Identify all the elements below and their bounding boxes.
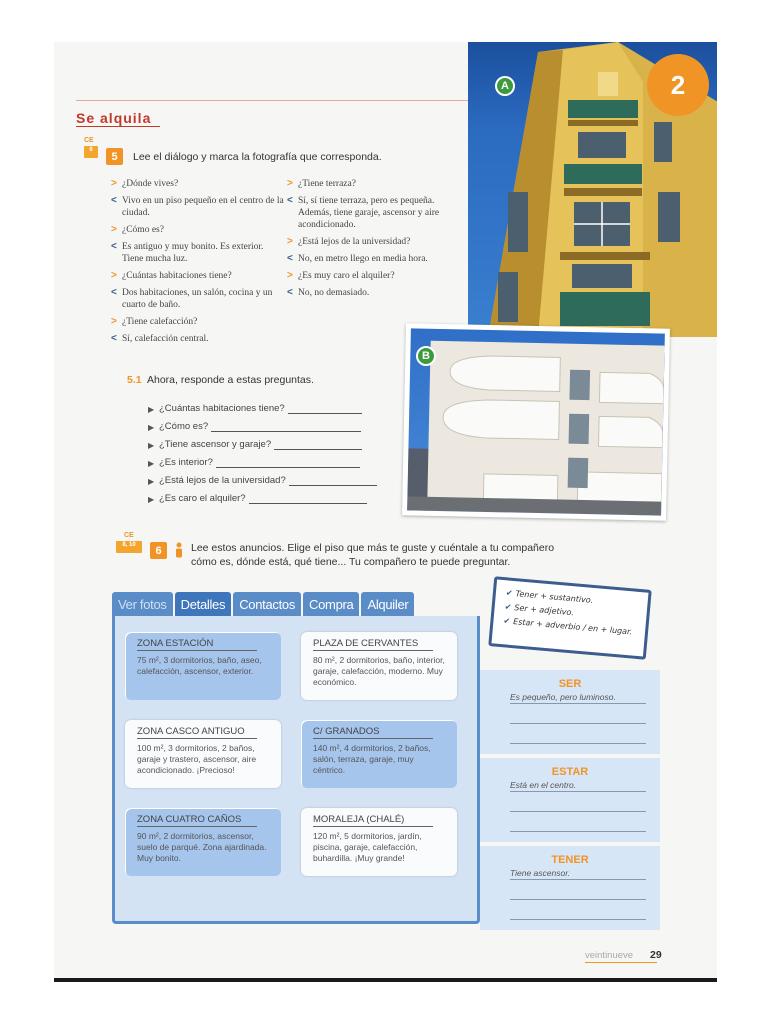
question-arrow-icon: > [287,236,293,247]
unit-number-tab: 2 [647,54,709,116]
dialogue-question [111,224,285,236]
example-line: Está en el centro. [510,780,646,792]
ads-browser-panel [112,588,480,924]
answer-arrow-icon: < [111,287,117,298]
grammar-note [488,576,651,660]
answer-line[interactable] [510,908,646,920]
ad-title: ZONA ESTACIÓN [137,638,257,651]
question-arrow-icon: > [111,316,117,327]
dialogue-question [287,236,455,248]
checkmark-icon: ✔ [505,588,514,598]
dialogue-left [111,178,285,350]
category-box-tener [480,846,660,930]
dialogue-right [287,178,455,304]
ce-badge: 6 [84,146,98,158]
page-shadow-edge [54,978,717,982]
category-title: TENER [551,854,589,866]
category-title: SER [558,678,582,690]
example-line: Tiene ascensor. [510,868,646,880]
play-arrow-icon: ▶ [148,477,155,486]
answer-arrow-icon: < [287,195,293,206]
textbook-page [54,42,717,980]
photo-b-modern-building[interactable] [402,323,670,520]
ad-title: C/ GRANADOS [313,726,433,739]
tab-ver-fotos[interactable]: Ver fotos [112,592,173,616]
photo-b-image [407,328,665,515]
question-arrow-icon: > [287,270,293,281]
dialogue-text: ¿Cómo es? [122,225,164,235]
question-item [148,468,377,486]
answer-line[interactable] [510,888,646,900]
property-ad[interactable] [301,720,457,788]
answer-arrow-icon: < [111,333,117,344]
exercise-5-instruction: Lee el diálogo y marca la fotografía que corresponda. [133,151,382,163]
ad-description: 90 m², 2 dormitorios, ascensor, suelo de parqué. Zona ajardinada. Muy bonito. [137,831,267,863]
checkmark-icon: ✔ [503,616,511,626]
property-ad[interactable] [301,632,457,700]
play-arrow-icon: ▶ [148,423,155,432]
dialogue-text: Es antiguo y muy bonito. Es exterior. Tiene mucha luz. [122,242,264,264]
category-title: ESTAR [551,766,589,778]
ce-badge: 8, 10 [116,541,142,553]
dialogue-answer [111,333,285,345]
dialogue-answer [287,195,455,231]
dialogue-text: Sí, sí tiene terraza, pero es pequeña. Además, tiene garaje, ascensor y aire acondicionado. [298,196,440,230]
dialogue-answer [111,241,285,265]
dialogue-text: ¿Está lejos de la universidad? [298,237,411,247]
dialogue-text: No, en metro llego en media hora. [298,254,428,264]
tab-alquiler[interactable]: Alquiler [361,592,414,616]
question-text: ¿Está lejos de la universidad? [159,475,286,486]
dialogue-text: ¿Dónde vives? [122,179,179,189]
answer-arrow-icon: < [111,241,117,252]
pair-work-icon [174,542,184,558]
ad-title: ZONA CASCO ANTIGUO [137,726,257,739]
dialogue-text: ¿Tiene terraza? [298,179,356,189]
dialogue-text: ¿Es muy caro el alquiler? [298,271,395,281]
ce-label: CE [124,532,134,539]
section-title: Se alquila [76,110,152,126]
ad-title: PLAZA DE CERVANTES [313,638,433,651]
ad-title: ZONA CUATRO CAÑOS [137,814,257,827]
dialogue-text: ¿Cuántas habitaciones tiene? [122,271,232,281]
grammar-rule-text: Ser + adjetivo. [514,603,575,618]
play-arrow-icon: ▶ [148,441,155,450]
dialogue-answer [111,195,285,219]
answer-line[interactable] [510,800,646,812]
question-text: ¿Es interior? [159,457,213,468]
question-item [148,450,377,468]
modern-building-illustration [407,328,665,515]
property-ad[interactable] [125,808,281,876]
ad-description: 80 m², 2 dormitorios, baño, interior, garaje, calefacción, moderno. Muy económico. [313,655,445,687]
ad-title: MORALEJA (CHALÉ) [313,814,433,827]
question-text: ¿Cómo es? [159,421,209,432]
example-line: Es pequeño, pero luminoso. [510,692,646,704]
footer-rule [585,962,657,963]
question-text: ¿Tiene ascensor y garaje? [159,439,272,450]
dialogue-question [287,270,455,282]
checkmark-icon: ✔ [504,602,512,612]
answer-line[interactable] [216,458,360,468]
question-arrow-icon: > [111,270,117,281]
question-text: ¿Cuántas habitaciones tiene? [159,403,285,414]
dialogue-answer [111,287,285,311]
photo-a-label: A [495,76,515,96]
property-ad[interactable] [301,808,457,876]
exercise-5-1-instruction: Ahora, responde a estas preguntas. [147,374,314,386]
answer-line[interactable] [211,422,361,432]
tab-detalles[interactable]: Detalles [175,592,232,616]
answer-line[interactable] [510,732,646,744]
dialogue-question [111,178,285,190]
question-item [148,396,377,414]
question-item [148,486,377,504]
ad-description: 75 m², 3 dormitorios, baño, aseo, calefacción, ascensor, exterior. [137,655,262,676]
dialogue-text: No, no demasiado. [298,288,370,298]
ads-panel [112,616,480,924]
property-ad[interactable] [125,632,281,700]
grammar-rule-text: Estar + adverbio / en + lugar. [512,617,633,637]
ad-description: 120 m², 5 dormitorios, jardín, piscina, garaje, calefacción, buhardilla. ¡Muy grande! [313,831,422,863]
play-arrow-icon: ▶ [148,405,155,414]
answer-line[interactable] [510,712,646,724]
dialogue-text: Vivo en un piso pequeño en el centro de la ciudad. [122,196,284,218]
exercise-6-number: 6 [150,542,167,559]
play-arrow-icon: ▶ [148,459,155,468]
dialogue-question [111,270,285,282]
category-box-estar [480,758,660,842]
tab-compra[interactable]: Compra [303,592,359,616]
grammar-rule-text: Tener + sustantivo. [515,589,594,605]
answer-arrow-icon: < [287,253,293,264]
exercise-5-number: 5 [106,148,123,165]
question-item [148,432,377,450]
answer-line[interactable] [274,440,362,450]
answer-line[interactable] [249,494,367,504]
answer-line[interactable] [289,476,377,486]
answer-line[interactable] [510,820,646,832]
dialogue-question [111,316,285,328]
footer-page-word: veintinueve [585,950,634,961]
photo-b-label: B [416,346,436,366]
property-ad[interactable] [125,720,281,788]
exercise-5-1-number: 5.1 [127,374,142,386]
browser-tabs [112,588,480,616]
dialogue-answer [287,253,455,265]
dialogue-question [287,178,455,190]
answer-arrow-icon: < [287,287,293,298]
question-list [148,396,377,504]
exercise-6-instruction-line2: cómo es, dónde está, qué tiene... Tu compañero te puede preguntar. [191,556,511,568]
dialogue-text: Sí, calefacción central. [122,334,209,344]
play-arrow-icon: ▶ [148,495,155,504]
ce-label: CE [84,137,94,144]
ad-description: 140 m², 4 dormitorios, 2 baños, salón, terraza, garaje, muy céntrico. [313,743,431,775]
question-arrow-icon: > [111,178,117,189]
answer-arrow-icon: < [111,195,117,206]
question-item [148,414,377,432]
title-rule [76,100,480,101]
answer-line[interactable] [288,404,362,414]
dialogue-text: Dos habitaciones, un salón, cocina y un cuarto de baño. [122,288,273,310]
question-arrow-icon: > [111,224,117,235]
page-number: 29 [650,949,662,961]
category-box-ser [480,670,660,754]
tab-contactos[interactable]: Contactos [233,592,301,616]
dialogue-text: ¿Tiene calefacción? [122,317,198,327]
ad-description: 100 m², 3 dormitorios, 2 baños, garaje y trastero, ascensor, aire acondicionado. ¡Precioso! [137,743,257,775]
title-underline [76,126,160,127]
question-arrow-icon: > [287,178,293,189]
question-text: ¿Es caro el alquiler? [159,493,246,504]
exercise-6-instruction-line1: Lee estos anuncios. Elige el piso que más te guste y cuéntale a tu compañero [191,542,555,554]
dialogue-answer [287,287,455,299]
